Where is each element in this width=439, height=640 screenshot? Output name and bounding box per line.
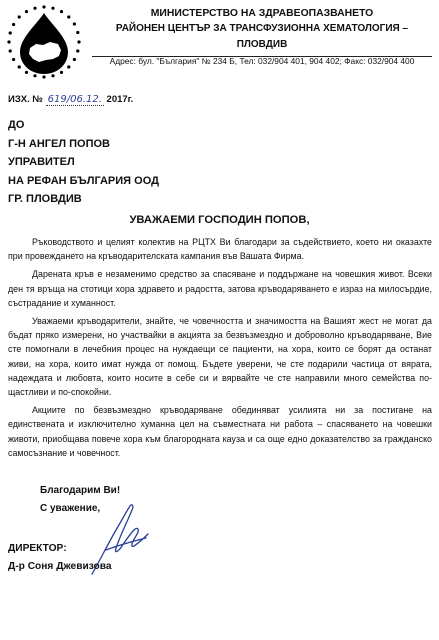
addressee-block (8, 116, 159, 209)
letterhead (92, 6, 432, 70)
salutation: УВАЖАЕМИ ГОСПОДИН ПОПОВ, (129, 214, 310, 226)
body-paragraph: Дарената кръв е незаменимо средство за спасяване и поддържане на човешкия живот. Всеки ден тя връща на стотици хора здравето и радостта, затова кръводаряването е израз на милосърдие, състрадание и хуманност. (8, 269, 432, 308)
ministry-name: МИНИСТЕРСТВО НА ЗДРАВЕОПАЗВАНЕТО (150, 8, 374, 19)
addressee-line: ДО (8, 119, 25, 131)
body-paragraph: Акциите по безвъзмездно кръводаряване обединяват усилията ни за постигане на единствената и изключително хуманна цел на съвместната ни работа – спасяването на човешки животи, приобщава повече хора към благородната кауза и са още едно доказателство за гражданско самосъзнание и човечност. (8, 405, 432, 458)
reference-number: 619/06.12. (47, 94, 102, 105)
addressee-line: НА РЕФАН БЪЛГАРИЯ ООД (8, 174, 159, 187)
body-paragraph: Ръководството и целият колектив на РЦТХ Ви благодари за съдействието, което ни оказахте при провеждането на кръводарителската кампания във Вашата Фирма. (8, 237, 432, 262)
director-title: ДИРЕКТОР: (8, 543, 67, 554)
letter-body (8, 235, 432, 464)
outgoing-reference (8, 94, 133, 105)
reference-prefix: ИЗХ. № (8, 94, 43, 105)
center-name: РАЙОНЕН ЦЕНТЪР ЗА ТРАНСФУЗИОННА ХЕМАТОЛОГИЯ – ПЛОВДИВ (115, 23, 409, 50)
director-name: Д-р Соня Джевизова (8, 560, 112, 572)
addressee-line: ГР. ПЛОВДИВ (8, 193, 82, 205)
center-address: Адрес: бул. "България" № 234 Б, Тел: 032/904 401, 904 402; Факс: 032/904 400 (109, 56, 415, 66)
reference-year: 2017г. (106, 94, 134, 105)
regards-line: С уважение, (40, 502, 101, 514)
addressee-line: УПРАВИТЕЛ (8, 156, 75, 168)
body-paragraph: Уважаеми кръводарители, знайте, че човечността и значимостта на Вашият жест не могат да бъдат пряко измерени, но участвайки в акцията за безвъзмездно и доброволно кръводаряване, Вие сте помогнали в лечебния процес на нуждаещи се пациенти, на хора, които се борят да останат живи, на хора, които имат нужда от помощ. Бъдете уверени, че сте подарили частица от вярата, надеждата и любовта, които носите в себе си и вярвайте че сте направили много семейства по-щастливи и по-спокойни. (8, 316, 432, 398)
blood-drop-bulgaria-map-logo (6, 4, 82, 80)
signatory-block (8, 540, 112, 575)
header-divider (92, 56, 432, 57)
addressee-line: Г-Н АНГЕЛ ПОПОВ (8, 137, 111, 150)
thanks-line: Благодарим Ви! (40, 485, 121, 496)
